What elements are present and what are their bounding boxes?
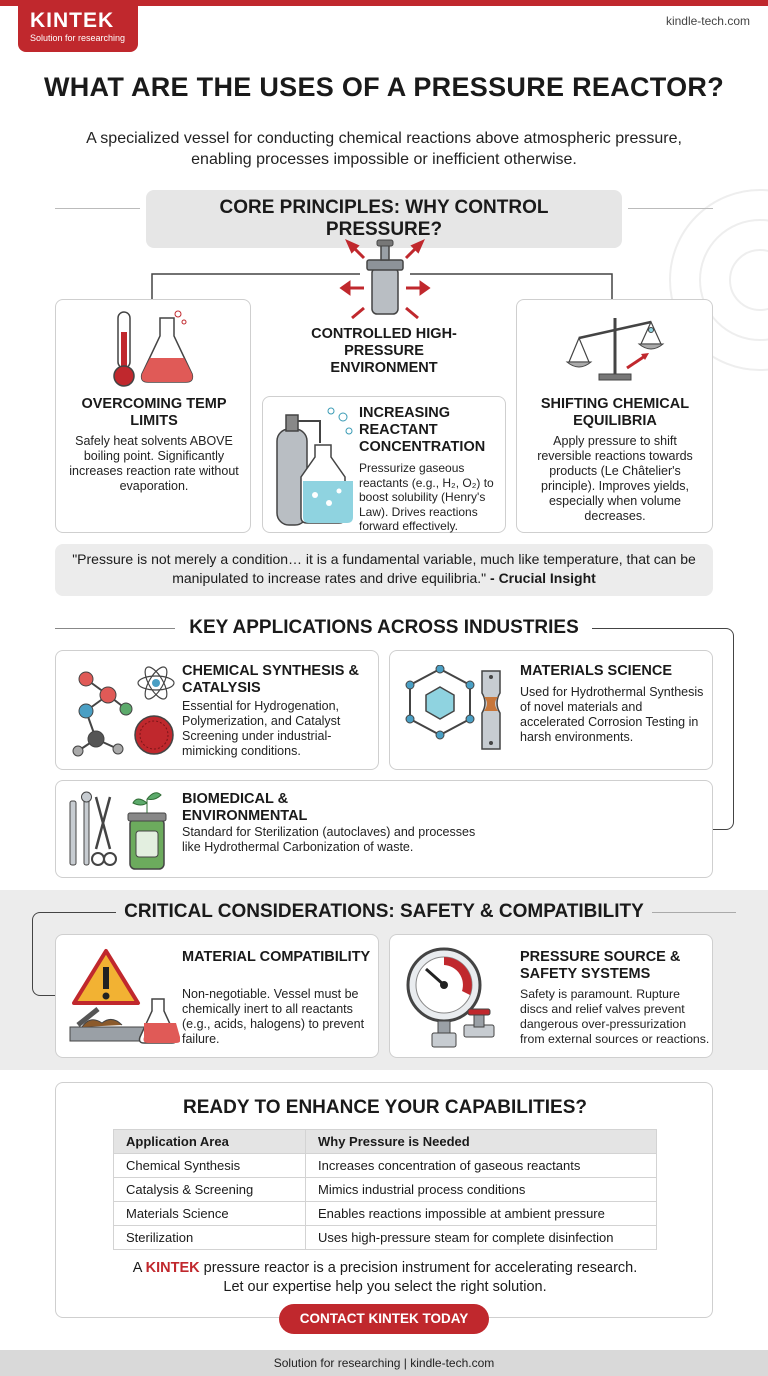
- balance-scale-icon: [565, 310, 665, 386]
- pressure-reactor-icon: [334, 238, 434, 322]
- card-text: Safely heat solvents ABOVE boiling point. Significantly increases reaction rate without evaporation.: [69, 434, 239, 493]
- cta-line1-post: pressure reactor is a precision instrument for accelerating research.: [199, 1260, 638, 1276]
- principle-card-concentration: [262, 396, 506, 533]
- table-cell: Mimics industrial process conditions: [306, 1178, 657, 1202]
- card-title: SHIFTING CHEMICAL EQUILIBRIA: [540, 396, 690, 429]
- kintek-logo[interactable]: [18, 4, 138, 52]
- divider: [55, 208, 140, 209]
- cta-panel: [55, 1082, 713, 1318]
- card-text: Safety is paramount. Rupture discs and relief valves prevent dangerous over-pressurization from external sources or reactions.: [520, 987, 710, 1046]
- cta-text-line-1: [56, 1259, 714, 1278]
- quote-source: - Crucial Insight: [486, 570, 596, 586]
- table-row: [114, 1178, 657, 1202]
- consideration-card-material: [55, 934, 379, 1058]
- table-row: [114, 1226, 657, 1250]
- crucial-insight-quote: [55, 544, 713, 596]
- summary-table-wrap: [113, 1129, 657, 1250]
- thermometer-flask-icon: [106, 308, 206, 390]
- card-text: Essential for Hydrogenation, Polymerization, and Catalyst Screening under industrial-mimicking conditions.: [182, 699, 341, 758]
- divider: [652, 912, 736, 913]
- page-subtitle: A specialized vessel for conducting chemical reactions above atmospheric pressure, enabling processes impossible or inefficient otherwise.: [86, 130, 682, 168]
- principle-card-temp: [55, 299, 251, 533]
- card-text: Used for Hydrothermal Synthesis of novel materials and accelerated Corrosion Testing in harsh environments.: [520, 685, 704, 744]
- surgical-tools-plant-icon: [66, 789, 178, 873]
- divider: [628, 208, 713, 209]
- cta-brand: KINTEK: [145, 1260, 200, 1276]
- table-header-row: [114, 1130, 657, 1154]
- core-principles-heading: CORE PRINCIPLES: WHY CONTROL PRESSURE?: [146, 190, 622, 248]
- footer: Solution for researching | kindle-tech.com: [0, 1350, 768, 1376]
- card-text: Apply pressure to shift reversible reactions towards products (Le Châtelier's principle). Improves yields, especially when volume decreases.: [537, 434, 693, 523]
- table-cell: Catalysis & Screening: [114, 1178, 306, 1202]
- page-title: WHAT ARE THE USES OF A PRESSURE REACTOR?: [43, 72, 725, 102]
- application-card-chemical: [55, 650, 379, 770]
- card-title: MATERIAL COMPATIBILITY: [182, 949, 371, 965]
- card-title: INCREASING REACTANT CONCENTRATION: [359, 405, 486, 455]
- quote-text: "Pressure is not merely a condition… it is a fundamental variable, much like temperature, that can be manipulated to increase rates and drive equilibria.": [72, 551, 696, 586]
- application-card-materials: [389, 650, 713, 770]
- card-text: Non-negotiable. Vessel must be chemically inert to all reactants (e.g., acids, halogens) to prevent failure.: [182, 987, 365, 1046]
- applications-heading: KEY APPLICATIONS ACROSS INDUSTRIES: [176, 617, 592, 639]
- application-card-biomedical: [55, 780, 713, 878]
- molecule-atom-icon: [66, 659, 178, 763]
- table-header-cell: Application Area: [114, 1130, 306, 1154]
- card-title: MATERIALS SCIENCE: [520, 663, 672, 679]
- logo-name: KINTEK: [30, 9, 115, 32]
- table-cell: Increases concentration of gaseous reactants: [306, 1154, 657, 1178]
- divider: [56, 912, 116, 913]
- controlled-environment-label: CONTROLLED HIGH-PRESSURE ENVIRONMENT: [311, 326, 457, 376]
- crystal-corrosion-icon: [404, 665, 504, 757]
- table-row: [114, 1202, 657, 1226]
- cta-heading: READY TO ENHANCE YOUR CAPABILITIES?: [183, 1097, 587, 1118]
- card-text: Pressurize gaseous reactants (e.g., H₂, O₂) to boost solubility (Henry's Law). Drives reactions forward effectively.: [359, 461, 494, 533]
- consideration-card-safety: [389, 934, 713, 1058]
- card-text: Standard for Sterilization (autoclaves) and processes like Hydrothermal Carbonization of waste.: [182, 825, 476, 854]
- summary-table: [113, 1129, 657, 1250]
- pressure-gauge-valve-icon: [404, 945, 508, 1051]
- warning-compatibility-icon: [68, 947, 180, 1047]
- logo-tagline: Solution for researching: [30, 33, 126, 43]
- principle-card-equilibria: [516, 299, 713, 533]
- table-row: [114, 1154, 657, 1178]
- table-header-cell: Why Pressure is Needed: [306, 1130, 657, 1154]
- contact-button[interactable]: CONTACT KINTEK TODAY: [279, 1304, 489, 1334]
- cta-line1-pre: A: [132, 1260, 146, 1276]
- card-title: CHEMICAL SYNTHESIS & CATALYSIS: [182, 663, 359, 696]
- critical-bracket: [32, 912, 56, 996]
- site-url[interactable]: kindle-tech.com: [665, 14, 750, 28]
- table-cell: Chemical Synthesis: [114, 1154, 306, 1178]
- critical-heading: CRITICAL CONSIDERATIONS: SAFETY & COMPATIBILITY: [124, 901, 644, 922]
- card-title: BIOMEDICAL & ENVIRONMENTAL: [182, 791, 308, 824]
- gas-cylinder-icon: [271, 405, 357, 529]
- table-cell: Uses high-pressure steam for complete disinfection: [306, 1226, 657, 1250]
- divider: [55, 628, 175, 629]
- table-cell: Enables reactions impossible at ambient pressure: [306, 1202, 657, 1226]
- card-title: OVERCOMING TEMP LIMITS: [81, 396, 227, 429]
- card-title: PRESSURE SOURCE & SAFETY SYSTEMS: [520, 949, 681, 982]
- table-cell: Sterilization: [114, 1226, 306, 1250]
- table-cell: Materials Science: [114, 1202, 306, 1226]
- cta-text-line-2: Let our expertise help you select the right solution.: [223, 1279, 547, 1295]
